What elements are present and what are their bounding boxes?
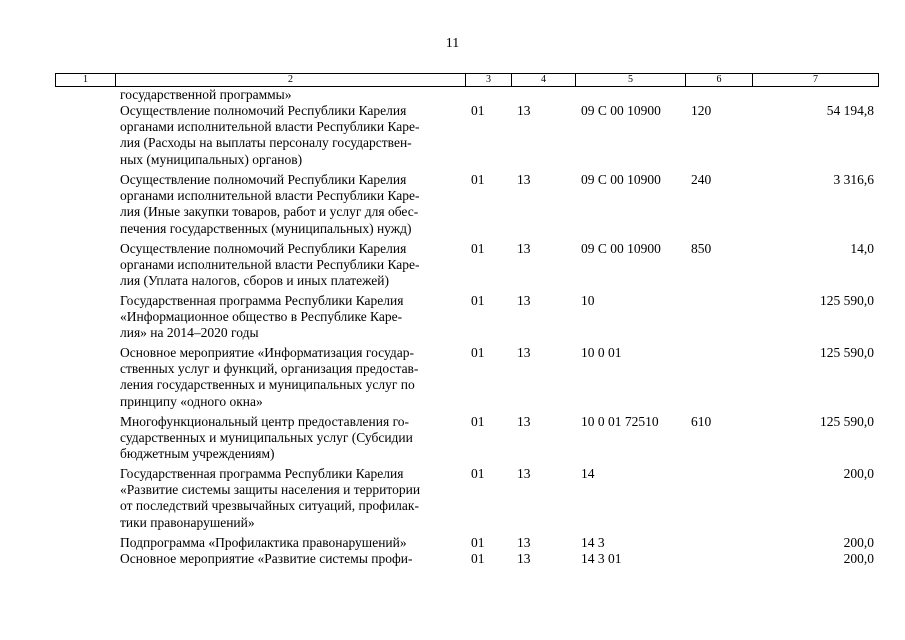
row-expense-type: 240 <box>691 172 712 187</box>
row-amount: 3 316,6 <box>833 172 874 187</box>
header-row <box>56 74 879 87</box>
row-description: Осуществление полномочий Республики Карелия органами исполнительной власти Республики Каре- лия (Иные закупки товаров, работ и услуг для обес- печения государственных (муниципальных) нужд) <box>120 172 420 236</box>
row-description: Подпрограмма «Профилактика правонарушений» <box>120 535 407 550</box>
row-subsection-code: 13 <box>517 241 531 256</box>
row-subsection-code: 13 <box>517 103 531 118</box>
row-expense-type: 120 <box>691 103 712 118</box>
row-section-code: 01 <box>471 414 485 429</box>
row-amount: 54 194,8 <box>826 103 874 118</box>
row-section-code: 01 <box>471 241 485 256</box>
budget-table-body <box>0 87 905 567</box>
header-col-2: 2 <box>116 74 466 87</box>
row-section-code: 01 <box>471 345 485 360</box>
row-amount: 200,0 <box>843 535 874 550</box>
row-target-code: 14 <box>581 466 595 481</box>
row-description: Осуществление полномочий Республики Карелия органами исполнительной власти Республики Каре- лия (Расходы на выплаты персоналу государствен- ных (муниципальных) органов) <box>120 103 420 167</box>
header-col-7: 7 <box>753 74 879 87</box>
row-target-code: 09 С 00 10900 <box>581 241 661 256</box>
header-col-4: 4 <box>512 74 576 87</box>
row-amount: 200,0 <box>843 551 874 566</box>
header-col-1: 1 <box>56 74 116 87</box>
table-row <box>0 414 905 466</box>
header-col-5: 5 <box>576 74 686 87</box>
header-col-6: 6 <box>686 74 753 87</box>
row-target-code: 14 3 01 <box>581 551 622 566</box>
row-target-code: 14 3 <box>581 535 605 550</box>
table-row <box>0 172 905 241</box>
page-number: 11 <box>445 36 460 51</box>
row-amount: 125 590,0 <box>820 414 874 429</box>
row-subsection-code: 13 <box>517 535 531 550</box>
header-col-3: 3 <box>466 74 512 87</box>
row-subsection-code: 13 <box>517 293 531 308</box>
row-section-code: 01 <box>471 172 485 187</box>
row-description: Многофункциональный центр предоставления го- сударственных и муниципальных услуг (Субсидии бюджетным учреждениям) <box>120 414 413 462</box>
row-amount: 200,0 <box>843 466 874 481</box>
row-target-code: 10 0 01 <box>581 345 622 360</box>
row-expense-type: 850 <box>691 241 712 256</box>
row-amount: 125 590,0 <box>820 293 874 308</box>
row-description: Государственная программа Республики Карелия «Развитие системы защиты населения и территории от последствий чрезвычайных ситуаций, профилак- тики правонарушений» <box>120 466 421 530</box>
row-subsection-code: 13 <box>517 551 531 566</box>
row-section-code: 01 <box>471 551 485 566</box>
row-amount: 125 590,0 <box>820 345 874 360</box>
row-description: Осуществление полномочий Республики Карелия органами исполнительной власти Республики Каре- лия (Уплата налогов, сборов и иных платежей) <box>120 241 420 289</box>
row-subsection-code: 13 <box>517 172 531 187</box>
table-row <box>0 551 905 567</box>
row-subsection-code: 13 <box>517 466 531 481</box>
row-target-code: 09 С 00 10900 <box>581 172 661 187</box>
row-description: государственной программы» <box>120 87 292 102</box>
table-row <box>0 293 905 345</box>
row-subsection-code: 13 <box>517 414 531 429</box>
table-row <box>0 87 905 103</box>
row-section-code: 01 <box>471 103 485 118</box>
row-description: Основное мероприятие «Информатизация государ- ственных услуг и функций, организация предостав- ления государственных и муниципальных услуг по принципу «одного окна» <box>120 345 419 409</box>
row-subsection-code: 13 <box>517 345 531 360</box>
row-target-code: 10 <box>581 293 595 308</box>
table-row <box>0 103 905 172</box>
row-expense-type: 610 <box>691 414 712 429</box>
row-target-code: 09 С 00 10900 <box>581 103 661 118</box>
table-row <box>0 241 905 293</box>
row-section-code: 01 <box>471 293 485 308</box>
row-description: Государственная программа Республики Карелия «Информационное общество в Республике Каре- лия» на 2014–2020 годы <box>120 293 404 341</box>
row-section-code: 01 <box>471 466 485 481</box>
table-row <box>0 466 905 535</box>
table-row <box>0 345 905 414</box>
table-row <box>0 535 905 551</box>
row-target-code: 10 0 01 72510 <box>581 414 659 429</box>
row-amount: 14,0 <box>850 241 874 256</box>
row-description: Основное мероприятие «Развитие системы профи- <box>120 551 413 566</box>
column-number-header <box>55 73 879 87</box>
row-section-code: 01 <box>471 535 485 550</box>
